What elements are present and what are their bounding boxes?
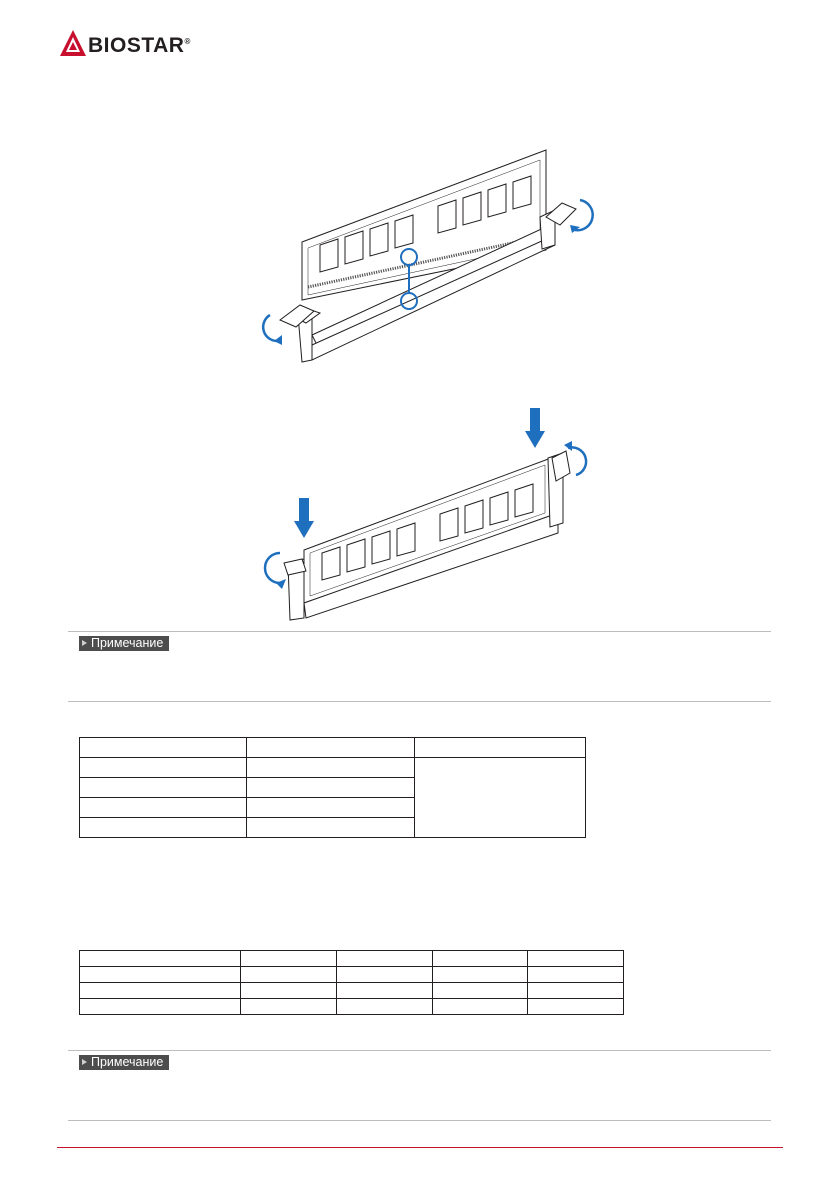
table-row — [80, 983, 624, 999]
table-cell — [247, 758, 414, 778]
memory-module — [302, 150, 546, 300]
note-top-rule — [68, 631, 771, 632]
table-row — [80, 758, 586, 778]
table-cell — [241, 983, 337, 999]
table-cell — [80, 983, 241, 999]
table-row — [80, 951, 624, 967]
note-label: Примечание — [79, 636, 169, 651]
table-cell — [432, 999, 528, 1015]
table-cell — [528, 967, 624, 983]
table-cell — [432, 951, 528, 967]
table-cell — [80, 758, 247, 778]
dimm-notch-alignment-figure — [250, 145, 595, 367]
table-cell — [528, 983, 624, 999]
brand-name: BIOSTAR® — [88, 34, 191, 57]
table-cell — [80, 798, 247, 818]
table-cell-merged — [414, 758, 585, 838]
table-cell — [337, 967, 433, 983]
note-bottom-rule — [68, 1120, 771, 1121]
table-cell — [432, 983, 528, 999]
table-cell — [247, 798, 414, 818]
table-cell — [241, 951, 337, 967]
memory-config-table — [79, 737, 586, 838]
note-top-rule — [68, 1050, 771, 1051]
table-cell — [241, 999, 337, 1015]
table-cell — [247, 818, 414, 838]
table-cell — [247, 778, 414, 798]
note-bottom-rule — [68, 701, 771, 702]
table-cell — [337, 951, 433, 967]
table-cell — [80, 818, 247, 838]
table-row — [80, 738, 586, 758]
table-row — [80, 999, 624, 1015]
note-label: Примечание — [79, 1055, 169, 1070]
table-cell — [528, 999, 624, 1015]
table-cell — [247, 738, 414, 758]
table-cell — [414, 738, 585, 758]
table-cell — [241, 967, 337, 983]
biostar-logo — [58, 28, 198, 62]
table-cell — [80, 951, 241, 967]
table-cell — [80, 738, 247, 758]
table-cell — [337, 983, 433, 999]
dimm-install-figure — [258, 403, 593, 621]
dimm-population-table — [79, 950, 624, 1015]
footer-rule — [57, 1147, 783, 1148]
table-cell — [80, 778, 247, 798]
table-cell — [528, 951, 624, 967]
table-cell — [432, 967, 528, 983]
table-cell — [337, 999, 433, 1015]
table-row — [80, 967, 624, 983]
triangle-logo-icon — [58, 28, 88, 58]
table-cell — [80, 999, 241, 1015]
table-cell — [80, 967, 241, 983]
